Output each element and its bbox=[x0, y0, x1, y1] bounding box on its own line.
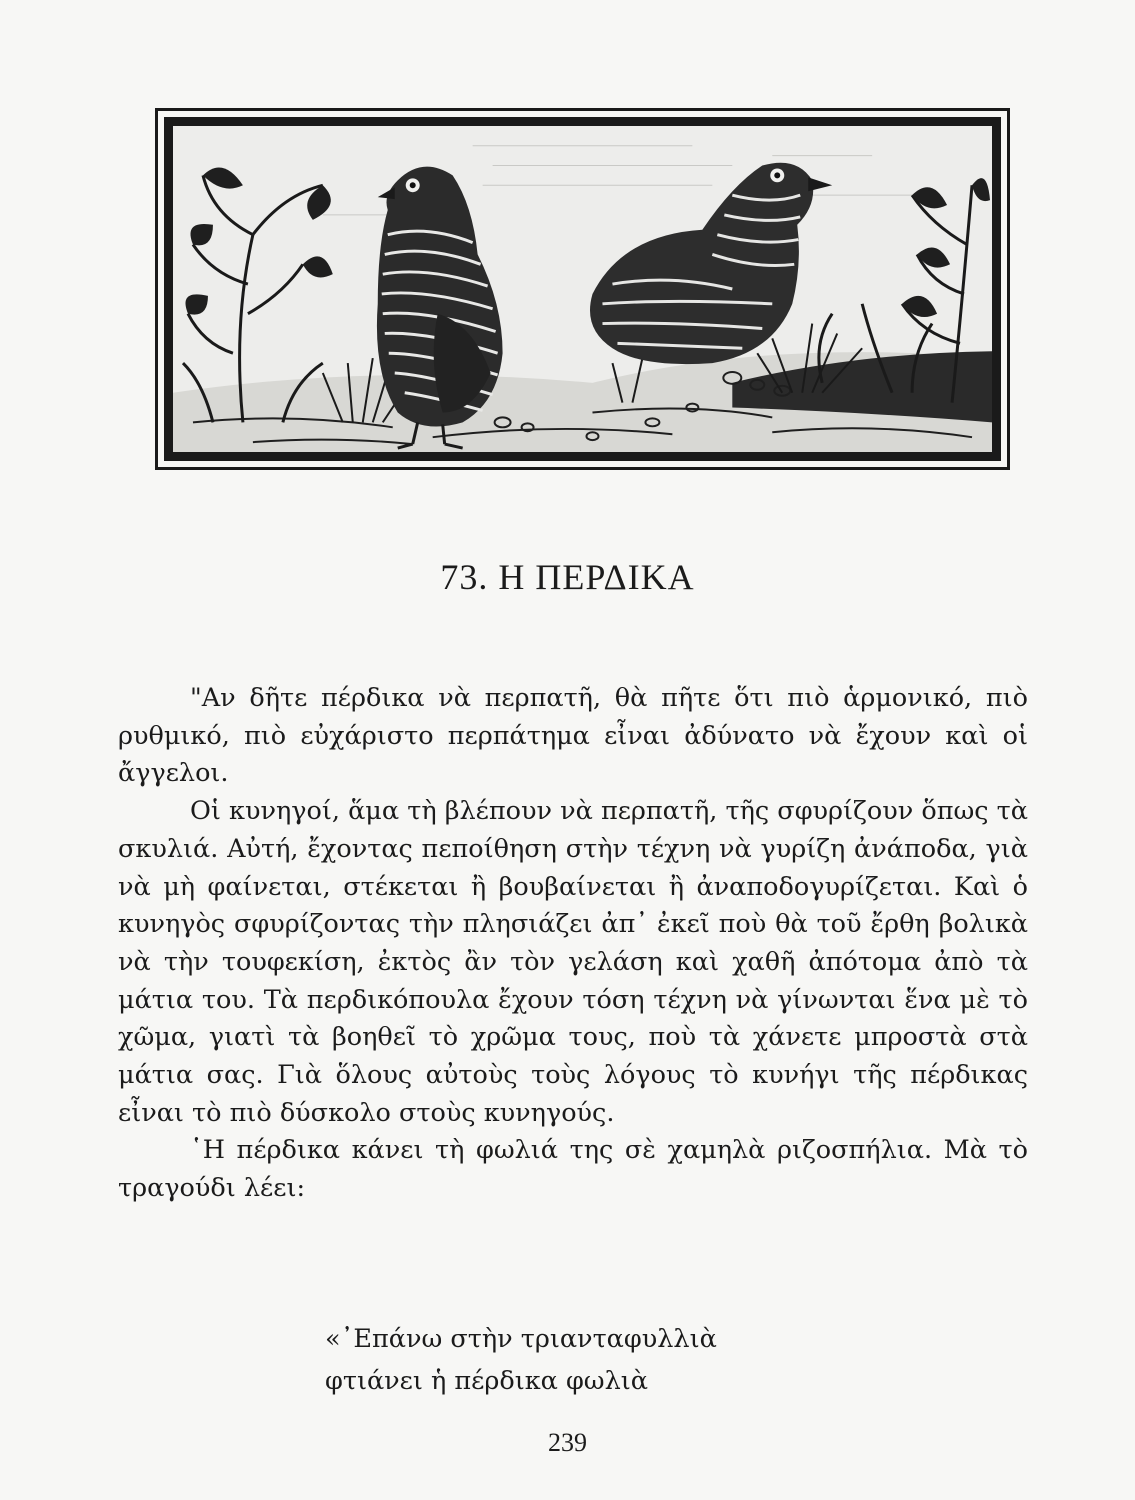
chapter-title: 73. Η ΠΕΡΔΙΚΑ bbox=[440, 557, 695, 597]
verse-line: φτιάνει ἡ πέρδικα φωλιὰ bbox=[325, 1366, 648, 1396]
illustration-frame bbox=[155, 108, 1010, 470]
body-text bbox=[118, 680, 1028, 1208]
paragraph: ῾Η πέρδικα κάνει τὴ φωλιά της σὲ χαμηλὰ ριζοσπήλια. Μὰ τὸ τραγούδι λέει: bbox=[118, 1135, 1028, 1204]
paragraph: Οἱ κυνηγοί, ἅμα τὴ βλέπουν νὰ περπατῆ, τῆς σφυρίζουν ὅπως τὰ σκυλιά. Αὐτή, ἔχοντας πεποίθηση στὴν τέχνη νὰ γυρίζη ἀνάποδα, γιὰ νὰ μὴ φαίνεται, στέκεται ἢ βουβαίνεται ἢ ἀναποδογυρίζεται. Καὶ ὁ κυνηγὸς σφυρίζοντας τὴν πλησιάζει ἀπ᾽ ἐκεῖ ποὺ θὰ τοῦ ἔρθη βολικὰ νὰ τὴν τουφεκίση, ἐκτὸς ἂν τὸν γελάση καὶ χαθῆ ἀπότομα ἀπὸ τὰ μάτια του. Τὰ περδικόπουλα ἔχουν τόση τέχνη νὰ γίνωνται ἕνα μὲ τὸ χῶμα, γιατὶ τὰ βοηθεῖ τὸ χρῶμα τους, ποὺ τὰ χάνετε μπροστὰ στὰ μάτια σας. Γιὰ ὅλους αὐτοὺς τοὺς λόγους τὸ κυνήγι τῆς πέρδικας εἶναι τὸ πιὸ δύσκολο στοὺς κυνηγούς. bbox=[118, 796, 1028, 1128]
verse-line: «᾿Επάνω στὴν τριανταφυλλιὰ bbox=[325, 1324, 717, 1354]
paragraph: "Αν δῆτε πέρδικα νὰ περπατῆ, θὰ πῆτε ὅτι πιὸ ἁρμονικό, πιὸ ρυθμικό, πιὸ εὐχάριστο περπάτημα εἶναι ἀδύνατο νὰ ἔχουν καὶ οἱ ἄγγελοι. bbox=[118, 683, 1028, 789]
partridges-woodcut-icon bbox=[164, 117, 1001, 461]
page-number: 239 bbox=[548, 1428, 587, 1457]
verse-block bbox=[325, 1318, 717, 1402]
